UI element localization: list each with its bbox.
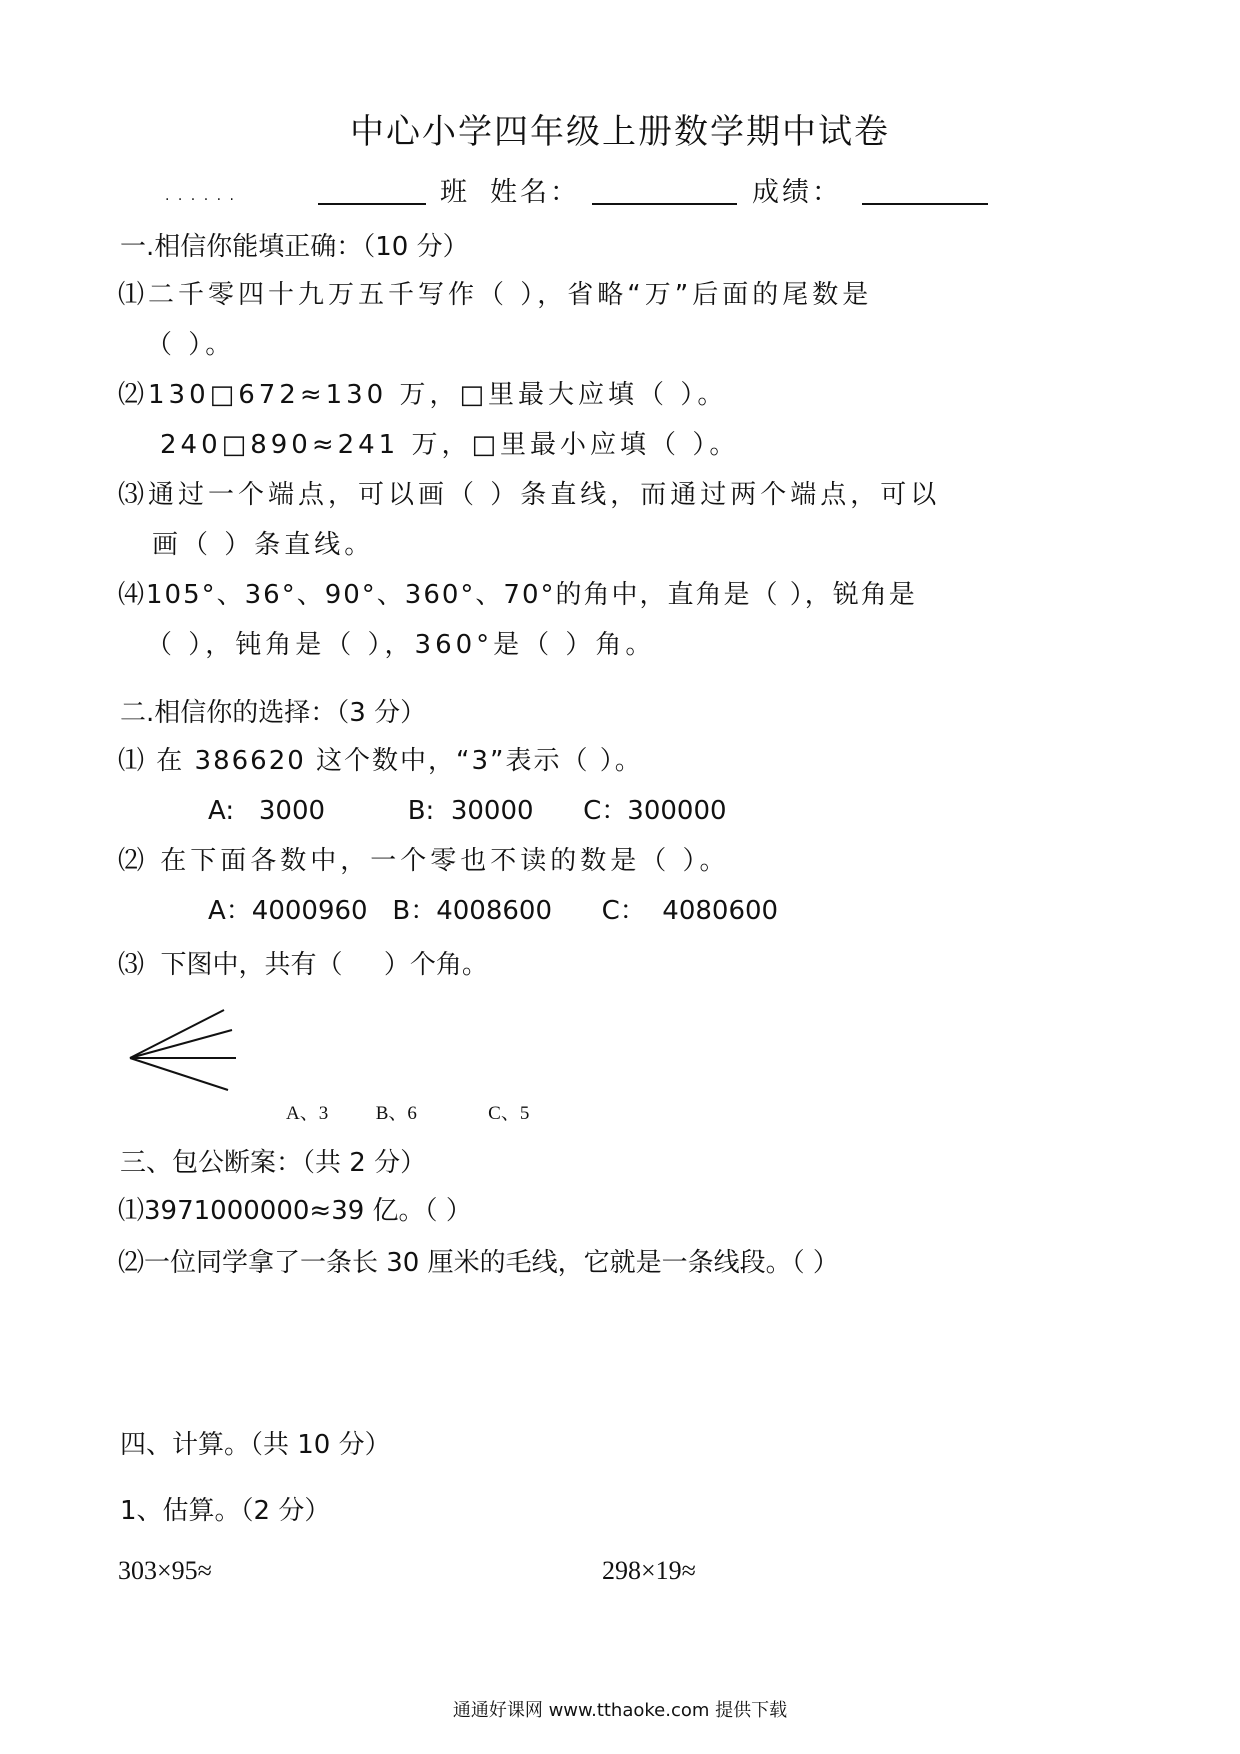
section4-heading: 四、计算。（共 10 分） [120, 1430, 391, 1460]
name-label: 姓名： [490, 177, 580, 208]
angle-ray-4 [130, 1058, 228, 1090]
header-dots: . . . . . . [165, 188, 236, 204]
s4-calc2: 298×19≈ [602, 1556, 696, 1585]
section2-heading: 二.相信你的选择：（3 分） [120, 698, 427, 728]
s3-q1: ⑴3971000000≈39 亿。（ ） [118, 1196, 472, 1226]
s2-q2-options: A：4000960 B：4008600 C： 4080600 [208, 896, 779, 926]
angle-figure [128, 1006, 248, 1096]
s1-q2-line2: 240□890≈241 万，□里最小应填（ ）。 [160, 430, 740, 460]
s2-q2: ⑵ 在下面各数中，一个零也不读的数是（ ）。 [118, 846, 730, 876]
section1-heading: 一.相信你能填正确：（10 分） [120, 232, 469, 262]
angle-ray-2 [130, 1030, 232, 1058]
class-label: 班 [440, 177, 467, 208]
s4-sub1: 1、估算。（2 分） [120, 1496, 331, 1526]
s2-q3: ⑶ 下图中，共有（ ）个角。 [118, 950, 488, 980]
s1-q4-line2: （ ），钝角是（ ），360°是（ ）角。 [146, 630, 656, 660]
footer: 通通好课网 www.tthaoke.com 提供下载 [452, 1700, 788, 1721]
s2-q3-options: A、3 B、6 C、5 [286, 1103, 530, 1124]
s1-q3-line2: 画（ ）条直线。 [152, 530, 375, 560]
s1-q2-line1: ⑵130□672≈130 万，□里最大应填（ ）。 [118, 380, 728, 410]
s2-q1-options: A: 3000 B: 30000 C：300000 [208, 796, 727, 826]
name-blank[interactable] [592, 203, 737, 205]
s1-q3-line1: ⑶通过一个端点，可以画（ ）条直线，而通过两个端点，可以 [118, 480, 941, 510]
class-blank[interactable] [318, 203, 426, 205]
s1-q1-line2: （ ）。 [146, 330, 236, 360]
s1-q4-line1: ⑷105°、36°、90°、360°、70°的角中，直角是（ ），锐角是 [118, 580, 917, 610]
s3-q2: ⑵一位同学拿了一条长 30 厘米的毛线，它就是一条线段。（ ） [118, 1248, 839, 1278]
s2-q1: ⑴ 在 386620 这个数中，“3”表示（ ）。 [118, 746, 643, 776]
s4-calc1: 303×95≈ [118, 1556, 212, 1585]
section3-heading: 三、包公断案：（共 2 分） [120, 1148, 427, 1178]
page-title: 中心小学四年级上册数学期中试卷 [350, 112, 890, 152]
score-blank[interactable] [862, 203, 988, 205]
score-label: 成绩： [752, 177, 842, 208]
s1-q1-line1: ⑴二千零四十九万五千写作（ ），省略“万”后面的尾数是 [118, 280, 873, 310]
angle-ray-1 [130, 1010, 224, 1058]
